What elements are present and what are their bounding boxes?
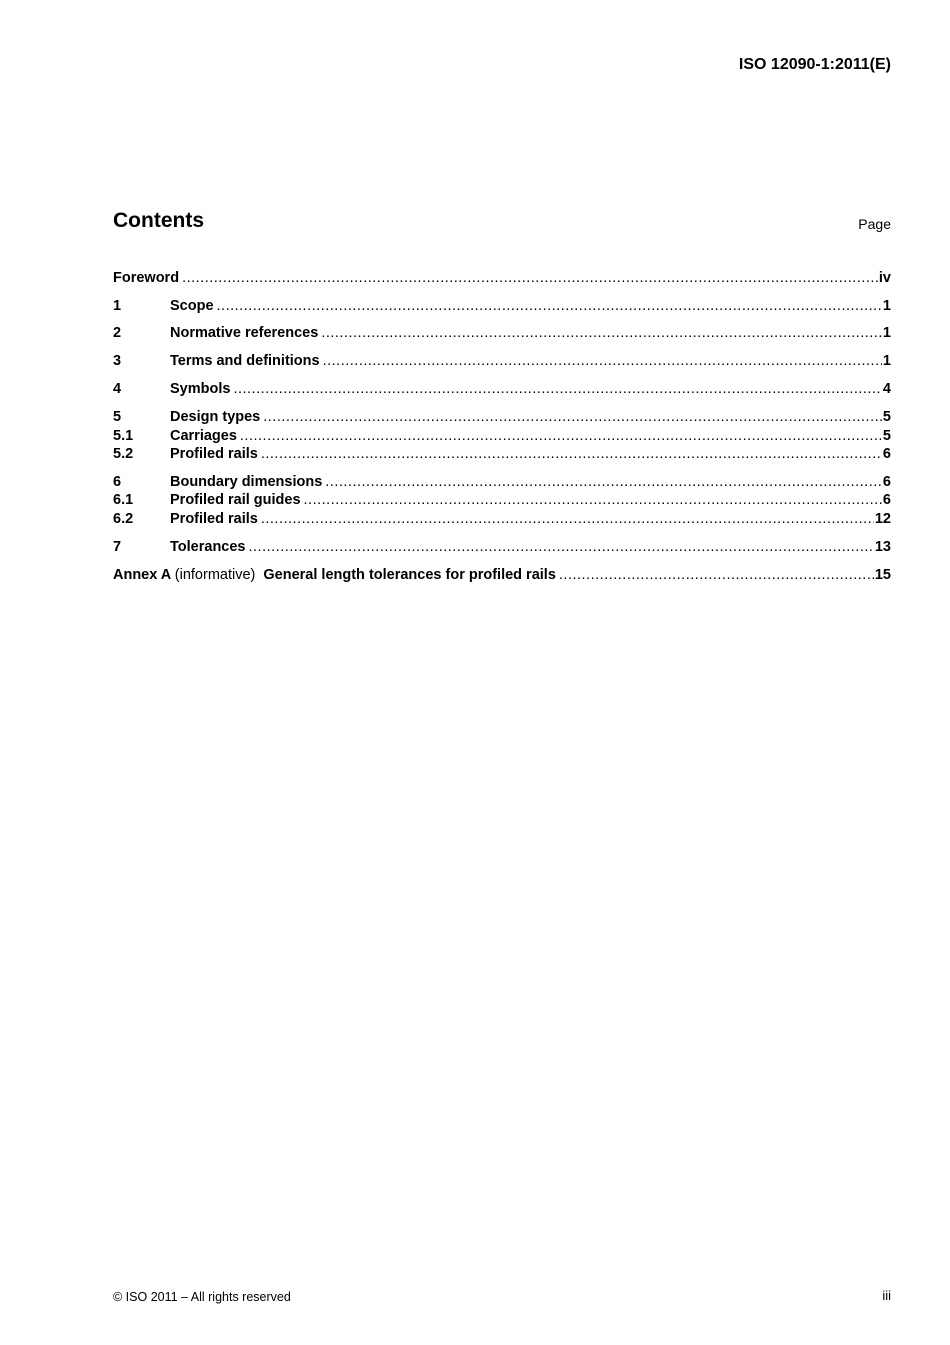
toc-entry-number: 2: [113, 325, 122, 341]
toc-entry-number: 6.2: [113, 511, 134, 527]
toc-entry-page: 1: [882, 353, 891, 369]
footer-page-number: iii: [882, 1288, 891, 1303]
toc-entry-scope[interactable]: [113, 298, 891, 316]
toc-entry-boundary-dimensions[interactable]: [113, 474, 891, 492]
toc-entry-number: 5.2: [113, 446, 134, 462]
toc-entry-foreword[interactable]: [113, 270, 891, 288]
toc-annex-heading: [113, 567, 556, 583]
toc-leader-dots: [240, 428, 882, 444]
toc-leader-dots: [261, 511, 874, 527]
toc-leader-dots: [321, 325, 882, 341]
toc-entry-title: Design types: [170, 409, 261, 425]
toc-entry-page: 6: [882, 446, 891, 462]
toc-leader-dots: [249, 539, 874, 555]
toc-entry-design-types[interactable]: [113, 409, 891, 427]
toc-entry-number: 5.1: [113, 428, 134, 444]
toc-leader-dots: [217, 298, 882, 314]
toc-leader-dots: [263, 409, 882, 425]
toc-entry-title: Carriages: [170, 428, 237, 444]
toc-entry-page: 6: [882, 492, 891, 508]
toc-entry-profiled-rails-2[interactable]: [113, 511, 891, 529]
toc-entry-number: 6.1: [113, 492, 134, 508]
toc-entry-title: Profiled rail guides: [170, 492, 301, 508]
toc-entry-page: iv: [878, 270, 891, 286]
toc-entry-normative-references[interactable]: [113, 325, 891, 343]
toc-leader-dots: [182, 270, 878, 286]
toc-entry-page: 15: [874, 567, 891, 583]
toc-entry-profiled-rail-guides[interactable]: [113, 492, 891, 510]
toc-entry-page: 1: [882, 325, 891, 341]
toc-entry-title: Scope: [170, 298, 214, 314]
toc-entry-number: 4: [113, 381, 122, 397]
toc-entry-page: 5: [882, 428, 891, 444]
toc-leader-dots: [304, 492, 882, 508]
toc-annex-type: (informative): [174, 567, 256, 583]
toc-leader-dots: [325, 474, 882, 490]
toc-entry-title: Terms and definitions: [170, 353, 320, 369]
toc-annex-label: Annex A: [113, 567, 171, 583]
toc-entry-tolerances[interactable]: [113, 539, 891, 557]
toc-entry-profiled-rails[interactable]: [113, 446, 891, 464]
toc-entry-symbols[interactable]: [113, 381, 891, 399]
contents-title: Contents: [113, 209, 204, 232]
toc-entry-title: Profiled rails: [170, 511, 258, 527]
footer-copyright: © ISO 2011 – All rights reserved: [113, 1290, 291, 1304]
toc-entry-carriages[interactable]: [113, 428, 891, 446]
page-column-label: Page: [858, 216, 891, 232]
toc-entry-annex-a[interactable]: [113, 567, 891, 585]
toc-leader-dots: [323, 353, 882, 369]
toc-entry-page: 13: [874, 539, 891, 555]
toc-entry-number: 7: [113, 539, 122, 555]
toc-entry-title: Symbols: [170, 381, 231, 397]
toc-entry-number: 5: [113, 409, 122, 425]
toc-annex-title: General length tolerances for profiled rails: [263, 567, 556, 583]
toc-leader-dots: [559, 567, 874, 583]
toc-entry-title: Tolerances: [170, 539, 246, 555]
toc-entry-title: Normative references: [170, 325, 319, 341]
toc-entry-terms-and-definitions[interactable]: [113, 353, 891, 371]
toc-entry-page: 4: [882, 381, 891, 397]
toc-entry-title: Boundary dimensions: [170, 474, 323, 490]
document-id: ISO 12090-1:2011(E): [738, 56, 891, 73]
toc-entry-title: Foreword: [113, 270, 180, 286]
toc-entry-page: 6: [882, 474, 891, 490]
toc-leader-dots: [233, 381, 881, 397]
toc-leader-dots: [261, 446, 882, 462]
toc-entry-page: 5: [882, 409, 891, 425]
toc-entry-page: 1: [882, 298, 891, 314]
toc-entry-number: 1: [113, 298, 122, 314]
toc-entry-page: 12: [874, 511, 891, 527]
toc-entry-title: Profiled rails: [170, 446, 258, 462]
toc-entry-number: 3: [113, 353, 122, 369]
toc-entry-number: 6: [113, 474, 122, 490]
